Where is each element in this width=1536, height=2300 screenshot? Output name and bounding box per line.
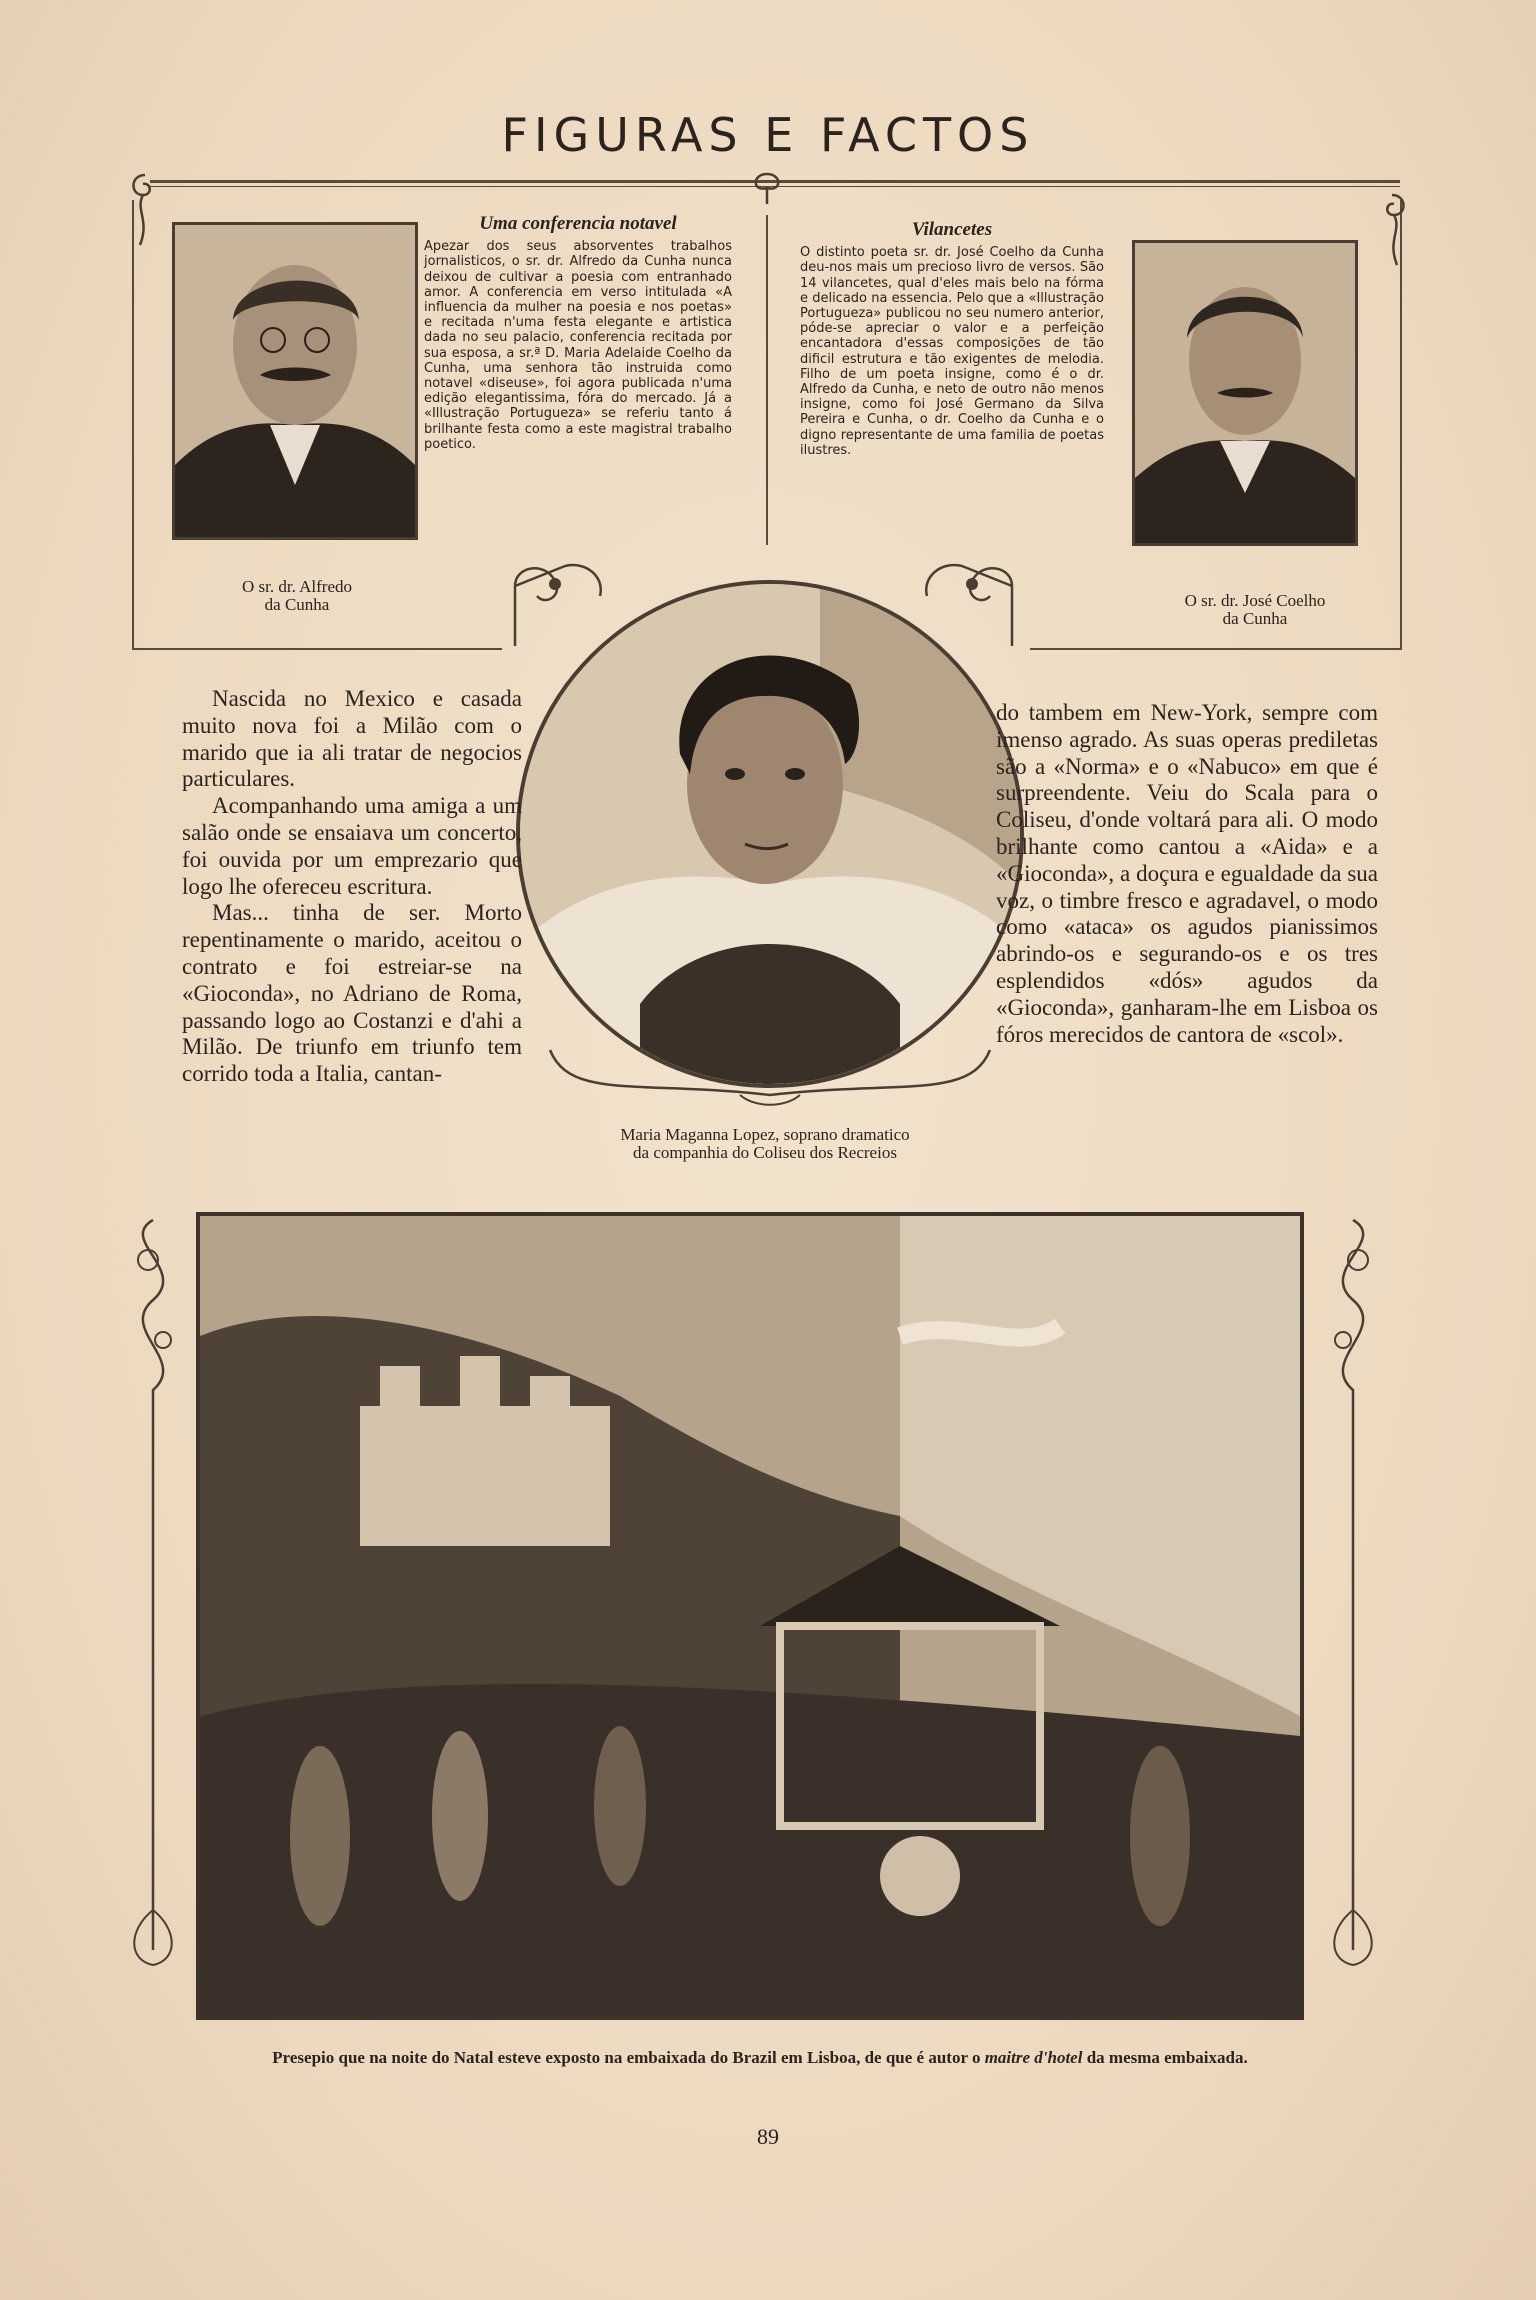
flourish-ornament-left: [505, 556, 615, 656]
corner-scroll-ornament-right: [1372, 190, 1412, 270]
story-paragraph: Acompanhando uma amiga a um salão onde se ensaiava um concerto, foi ouvida por um emprezario que logo lhe ofereceu escritura.: [182, 793, 522, 899]
right-portrait-caption: [1120, 592, 1390, 628]
article2-heading: Vilancetes: [911, 219, 993, 240]
center-portrait-caption-line1: Maria Maganna Lopez, soprano dramatico: [620, 1125, 910, 1144]
center-knot-ornament: [742, 170, 792, 206]
presepio-caption: [140, 2048, 1380, 2068]
right-portrait-caption-line1: O sr. dr. José Coelho: [1184, 591, 1326, 610]
column-divider: [766, 215, 768, 545]
left-portrait-caption: [182, 578, 412, 614]
masthead: FIGURAS E FACTOS: [501, 108, 1035, 162]
presepio-caption-text: Presepio que na noite do Natal esteve exposto na embaixada do Brazil em Lisboa, de que é autor o: [272, 2048, 985, 2067]
mid-frame-line-right: [1030, 648, 1402, 650]
presepio-caption-italic: maitre d'hotel: [984, 2048, 1083, 2067]
article2-body: O distinto poeta sr. dr. José Coelho da Cunha deu-nos mais um precioso livro de versos. São 14 vilancetes, qual d'eles mais belo na fórma e delicado na essencia. Pelo que a «Illustração Portugueza» publicou no seu numero anterior, póde-se apreciar o valor e a perfeição encantadora d'essas composições de tão dificil estrutura e tão exigentes de melodia. Filho de um poeta insigne, como é o dr. Alfredo da Cunha, e neto de outro não menos insigne, como foi José Germano da Silva Pereira e Cunha, o dr. Coelho da Cunha e o digno representante de uma familia de poetas ilustres.: [800, 245, 1104, 458]
oval-frame-base-ornament: [540, 1040, 1000, 1110]
portrait-jose-coelho-da-cunha: [1132, 240, 1358, 546]
right-portrait-caption-line2: da Cunha: [1222, 609, 1288, 628]
article-vilancetes: [800, 219, 1104, 458]
story-column-right: [996, 700, 1378, 1048]
mid-frame-line-left: [132, 648, 502, 650]
portrait-alfredo-da-cunha: [172, 222, 418, 540]
portrait-photo-image: [175, 225, 415, 537]
portrait-photo-image: [1135, 243, 1355, 543]
center-portrait-caption: [540, 1126, 990, 1162]
center-portrait-caption-line2: da companhia do Coliseu dos Recreios: [633, 1143, 897, 1162]
soprano-portrait-image: [520, 584, 1020, 1084]
story-column-left: [182, 686, 522, 1088]
portrait-maria-maganna-lopez: [516, 580, 1024, 1088]
presepio-photograph: [196, 1212, 1304, 2020]
story-paragraph: Nascida no Mexico e casada muito nova foi a Milão com o marido que ia ali tratar de negocios particulares.: [182, 686, 522, 792]
article1-body: Apezar dos seus absorventes trabalhos jornalisticos, o sr. dr. Alfredo da Cunha nunca deixou de cultivar a poesia com entranhado amor. A conferencia em verso intitulada «A influencia da mulher na poesia e nos poetas» e recitada n'uma festa elegante e artistica dada no seu palacio, conferencia recitada por sua esposa, a sr.ª D. Maria Adelaide Coelho da Cunha, uma senhora tão instruida como notavel «diseuse», foi agora publicada n'uma edição elegantissima, fóra do mercado. Já a «Illustração Portugueza» se referiu tanto á brilhante festa como a este magistral trabalho poetico.: [424, 239, 732, 452]
story-paragraph: Mas... tinha de ser. Morto repentinamente o marido, aceitou o contrato e foi estreiar-se na «Gioconda», no Adriano de Roma, passando logo ao Costanzi e d'ahi a Milão. De triunfo em triunfo tem corrido toda a Italia, cantan-: [182, 900, 522, 1087]
story-paragraph: do tambem em New-York, sempre com imenso agrado. As suas operas prediletas são a «Norma» e o «Nabuco» em que é surpreendente. Veiu do Scala para o Coliseu, d'onde voltará para ali. O modo brilhante como cantou a «Aida» e a «Gioconda», a doçura e egualdade da sua voz, o timbre fresco e agradavel, o modo como «ataca» os agudos pianissimos abrindo-os e segurando-os e os tres esplendidos «dós» agudos da «Gioconda», ganharam-lhe em Lisboa os fóros merecidos de cantora de «scol».: [996, 700, 1378, 1047]
left-portrait-caption-line2: da Cunha: [264, 595, 330, 614]
vine-ornament-left: [108, 1210, 198, 1970]
left-portrait-caption-line1: O sr. dr. Alfredo: [241, 577, 353, 596]
page-number: 89: [757, 2124, 779, 2149]
corner-scroll-ornament-left: [125, 170, 165, 250]
presepio-caption-text-end: da mesma embaixada.: [1082, 2048, 1248, 2067]
article1-heading: Uma conferencia notavel: [479, 213, 677, 234]
nativity-scene-image: [200, 1216, 1300, 2016]
article-uma-conferencia: [424, 213, 732, 452]
left-frame-vertical: [132, 200, 134, 650]
vine-ornament-right: [1308, 1210, 1398, 1970]
